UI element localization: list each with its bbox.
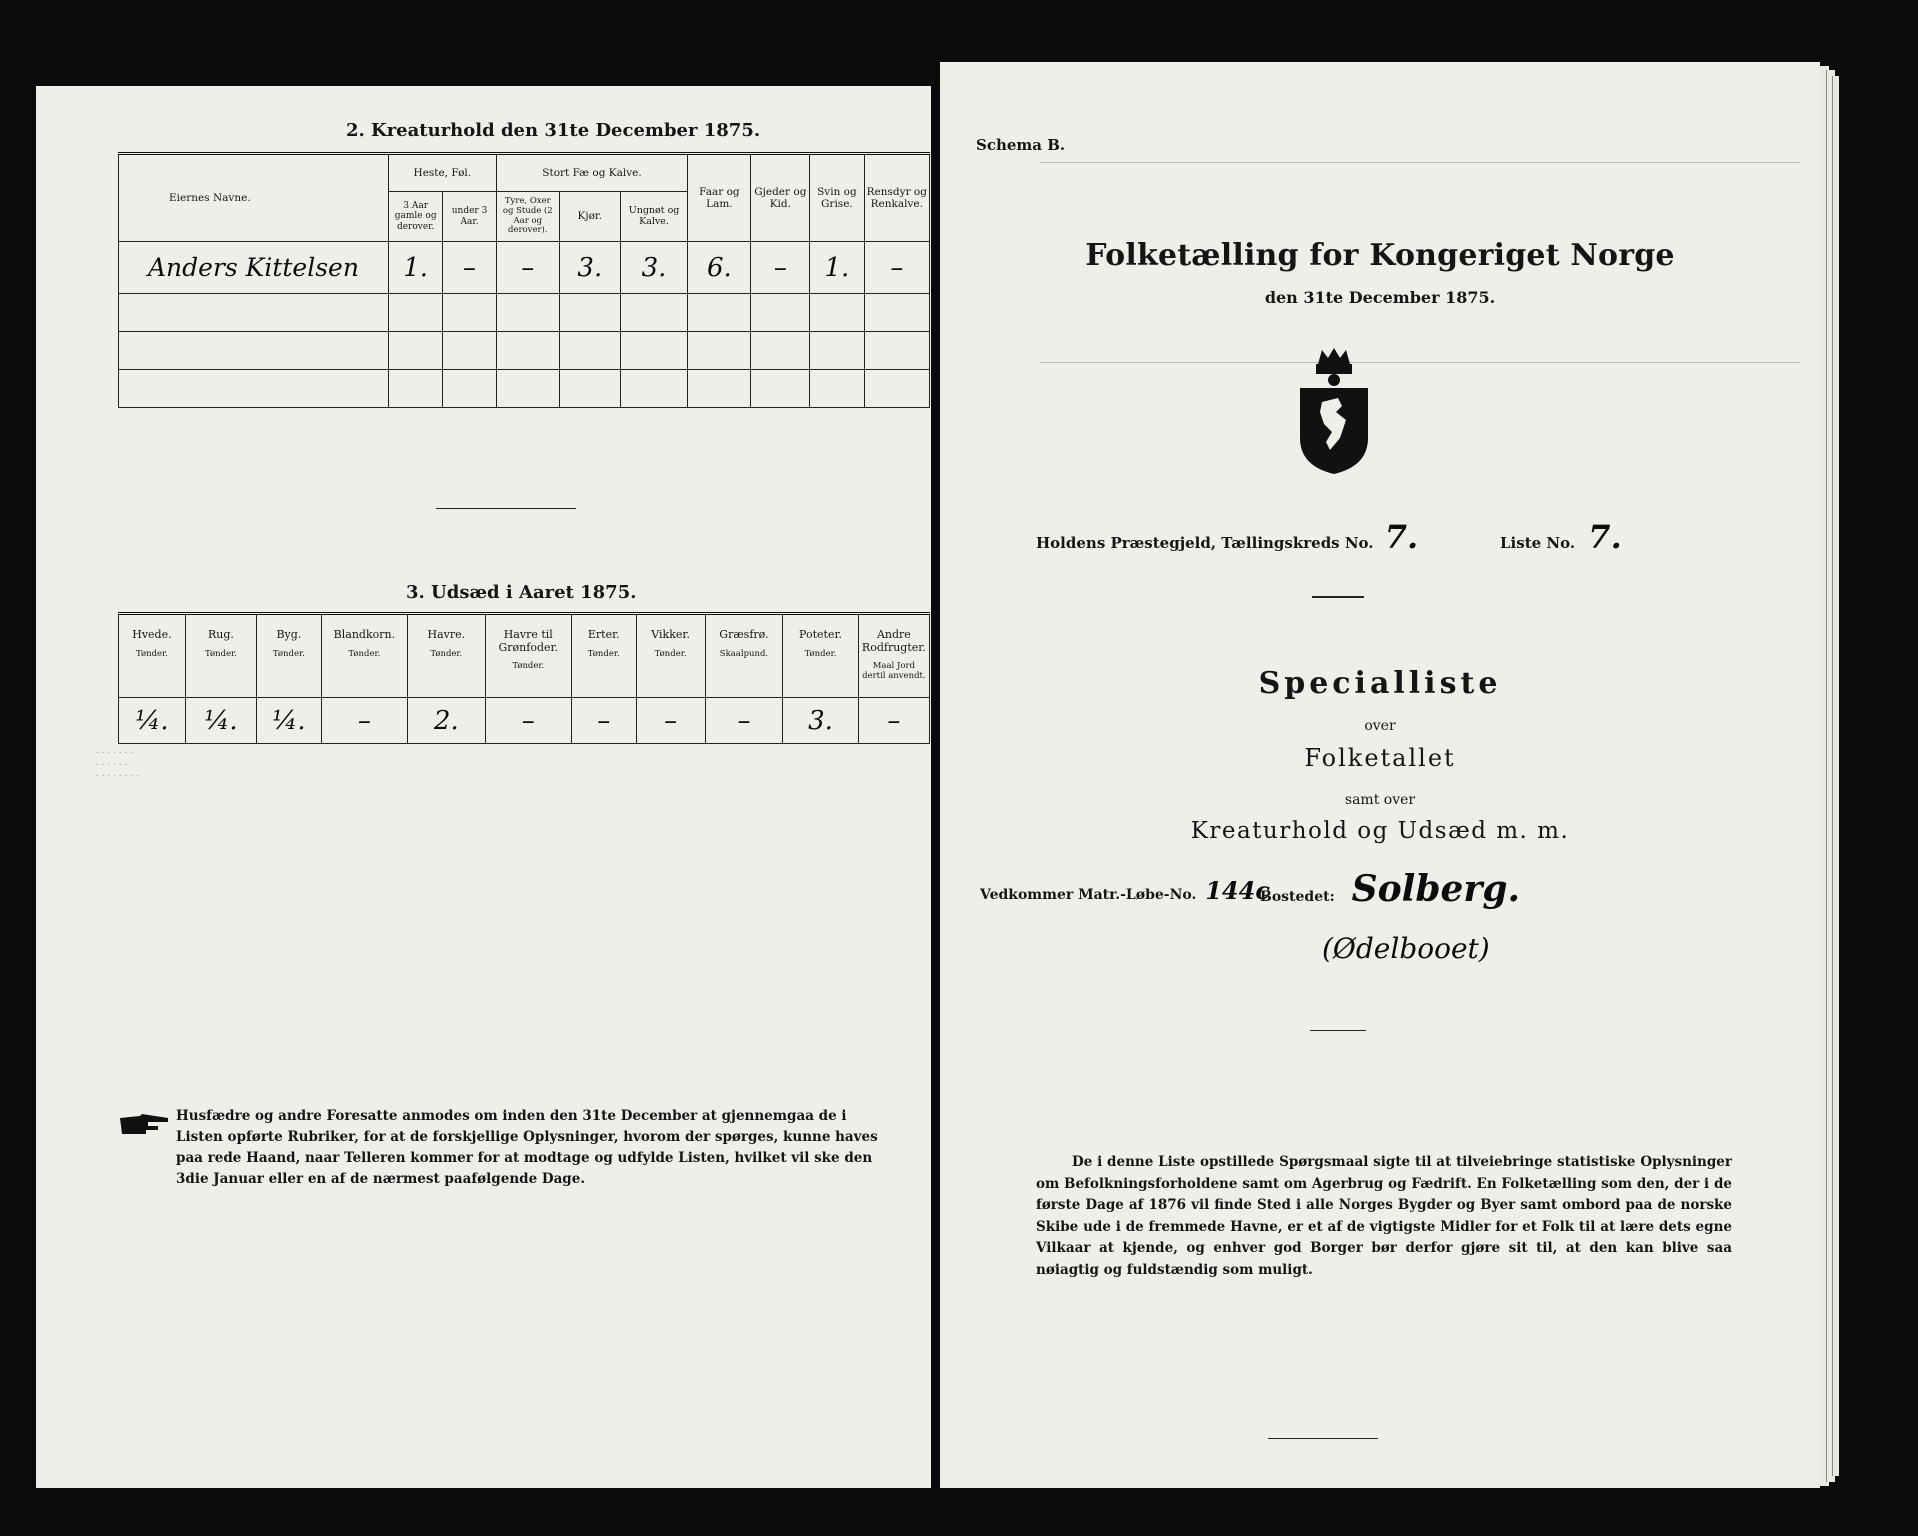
divider-rule bbox=[1310, 1030, 1366, 1031]
udsaed-value-cell bbox=[257, 698, 322, 744]
samt-over-label: samt over bbox=[1344, 792, 1416, 808]
udsaed-header-cell bbox=[636, 614, 705, 698]
header-heste-young: under 3 Aar. bbox=[443, 192, 496, 242]
udsaed-header-name: Andre Rodfrugter. bbox=[861, 628, 926, 654]
schema-label: Schema B. bbox=[976, 136, 1066, 154]
header-rensdyr: Rensdyr og Renkalve. bbox=[864, 154, 929, 242]
udsaed-header-cell bbox=[321, 614, 407, 698]
table-row bbox=[119, 332, 930, 370]
udsaed-header-cell bbox=[705, 614, 783, 698]
header-tyre: Tyre, Oxer og Stude (2 Aar og derover). bbox=[496, 192, 559, 242]
matr-label: Vedkommer Matr.-Løbe-No. bbox=[980, 887, 1197, 903]
bleed-through-line bbox=[1040, 362, 1800, 363]
explanation-paragraph: De i denne Liste opstillede Spørgsmaal sigte til at tilveiebringe statistiske Oplysninger om Befolkningsforholdene samt om Agerbrug og Fædrift. En Folketælling som den, der i de første Dage af 1876 vil finde Sted i alle Norges Bygder og Byer samt ombord paa de norske Skibe ude i de fremmede Havne, er et af de vigtigste Midler for et Folk til at lære dets egne Vilkaar at kjende, og enhver god Borger bør derfor gjøre sit til, at den kan blive saa nøiagtig og fuldstændig som muligt. bbox=[1036, 1154, 1732, 1278]
parish-number: 7. bbox=[1384, 518, 1419, 556]
owner-name-cell bbox=[119, 242, 389, 294]
udsaed-value-cell bbox=[119, 698, 186, 744]
left-page bbox=[36, 86, 931, 1488]
udsaed-header-unit: Tønder. bbox=[348, 648, 381, 659]
udsaed-value-cell bbox=[408, 698, 486, 744]
udsaed-header-unit: Tønder. bbox=[430, 648, 463, 659]
udsaed-header-cell bbox=[408, 614, 486, 698]
table-row bbox=[119, 242, 930, 294]
udsaed-value-cell bbox=[185, 698, 256, 744]
bleed-through-line bbox=[1040, 162, 1800, 163]
value-heste-young: – bbox=[463, 252, 477, 283]
udsaed-value: ¼. bbox=[204, 705, 238, 736]
udsaed-header-cell bbox=[783, 614, 858, 698]
udsaed-header-name: Byg. bbox=[276, 628, 302, 641]
bostedet-subvalue: (Ødelbooet) bbox=[1322, 932, 1490, 965]
bleed-through-text: . . . . . . . . . . . . . . . . . . . . . bbox=[96, 746, 139, 780]
udsaed-value: ¼. bbox=[135, 705, 169, 736]
divider-rule bbox=[1312, 596, 1364, 598]
udsaed-header-name: Hvede. bbox=[132, 628, 172, 641]
value-ungnot: 3. bbox=[641, 252, 667, 283]
matr-line bbox=[980, 876, 1270, 905]
value-svin: 1. bbox=[824, 252, 850, 283]
folketallet-title: Folketallet bbox=[1304, 744, 1456, 772]
udsaed-header-cell bbox=[485, 614, 571, 698]
udsaed-header-unit: Tønder. bbox=[204, 648, 237, 659]
bostedet-value: Solberg. bbox=[1351, 868, 1521, 910]
udsaed-table bbox=[118, 612, 930, 744]
bostedet-line bbox=[1260, 868, 1520, 910]
liste-number: 7. bbox=[1588, 518, 1622, 556]
udsaed-header-unit: Tønder. bbox=[804, 648, 837, 659]
udsaed-header-name: Havre. bbox=[427, 628, 466, 641]
udsaed-header-unit: Skaalpund. bbox=[719, 648, 769, 659]
udsaed-value-cell bbox=[705, 698, 783, 744]
value-rensdyr: – bbox=[890, 252, 904, 283]
header-heste-old: 3 Aar gamle og derover. bbox=[388, 192, 442, 242]
udsaed-header-name: Græsfrø. bbox=[719, 628, 769, 641]
udsaed-header-name: Erter. bbox=[587, 628, 620, 641]
parish-line bbox=[1036, 518, 1418, 556]
udsaed-header-unit: Tønder. bbox=[272, 648, 305, 659]
udsaed-header-unit: Maal Jord dertil anvendt. bbox=[862, 661, 926, 682]
kreaturhold-table bbox=[118, 152, 930, 408]
specialliste-title: Specialliste bbox=[1258, 666, 1502, 701]
liste-label: Liste No. bbox=[1500, 534, 1576, 552]
coat-of-arms-icon bbox=[1296, 346, 1372, 480]
udsaed-header-cell bbox=[119, 614, 186, 698]
section2-title: 2. Kreaturhold den 31te December 1875. bbox=[346, 120, 761, 141]
udsaed-value: – bbox=[737, 705, 751, 736]
page-stack-edge bbox=[1832, 76, 1839, 1476]
udsaed-value: ¼. bbox=[272, 705, 306, 736]
owner-name: Anders Kittelsen bbox=[147, 253, 359, 282]
value-tyre: – bbox=[521, 252, 535, 283]
right-page bbox=[940, 62, 1820, 1488]
table-row bbox=[119, 698, 930, 744]
bostedet-label: Bostedet: bbox=[1260, 889, 1335, 905]
udsaed-value: 2. bbox=[433, 705, 459, 736]
header-heste: Heste, Føl. bbox=[388, 154, 496, 192]
udsaed-value-cell bbox=[485, 698, 571, 744]
udsaed-value-cell bbox=[571, 698, 636, 744]
notice-text: Husfædre og andre Foresatte anmodes om inden den 31te December at gjennemgaa de i Listen opførte Rubriker, for at de forskjellige Oplysninger, hvorom der spørges, kunne haves paa rede Haand, naar Telleren kommer for at modtage og udfylde Listen, hvilket vil ske den 3die Januar eller en af de nærmest paafølgende Dage. bbox=[176, 1108, 878, 1187]
udsaed-value-cell bbox=[636, 698, 705, 744]
udsaed-value: 3. bbox=[808, 705, 833, 736]
bottom-rule bbox=[1268, 1438, 1378, 1439]
udsaed-header-cell bbox=[858, 614, 929, 698]
udsaed-header-cell bbox=[185, 614, 256, 698]
udsaed-header-name: Rug. bbox=[207, 628, 234, 641]
udsaed-header-name: Blandkorn. bbox=[333, 628, 396, 641]
udsaed-value: – bbox=[597, 705, 611, 736]
liste-line bbox=[1500, 518, 1622, 556]
udsaed-header-name: Havre til Grønfoder. bbox=[498, 628, 559, 654]
header-ungnot: Ungnøt og Kalve. bbox=[620, 192, 688, 242]
udsaed-header-unit: Tønder. bbox=[512, 661, 545, 672]
udsaed-value-cell bbox=[783, 698, 858, 744]
census-subtitle: den 31te December 1875. bbox=[1264, 288, 1496, 307]
over-label: over bbox=[1364, 718, 1396, 734]
value-faar: 6. bbox=[706, 252, 732, 283]
census-title: Folketælling for Kongeriget Norge bbox=[1085, 238, 1675, 273]
header-svin: Svin og Grise. bbox=[810, 154, 864, 242]
udsaed-header-unit: Tønder. bbox=[135, 648, 168, 659]
value-heste-old: 1. bbox=[403, 252, 429, 283]
header-faar: Faar og Lam. bbox=[688, 154, 751, 242]
udsaed-header-name: Vikker. bbox=[651, 628, 690, 641]
udsaed-value: – bbox=[357, 705, 371, 736]
kreaturhold-title: Kreaturhold og Udsæd m. m. bbox=[1190, 818, 1570, 844]
udsaed-value-cell bbox=[858, 698, 929, 744]
udsaed-header-name: Poteter. bbox=[799, 628, 842, 641]
udsaed-value: – bbox=[664, 705, 678, 736]
section3-title: 3. Udsæd i Aaret 1875. bbox=[406, 582, 637, 603]
udsaed-header-cell bbox=[571, 614, 636, 698]
header-owner-name: Eiernes Navne. bbox=[119, 154, 389, 242]
udsaed-header-unit: Tønder. bbox=[587, 648, 620, 659]
udsaed-header-cell bbox=[257, 614, 322, 698]
table-row bbox=[119, 370, 930, 408]
udsaed-value: – bbox=[521, 705, 535, 736]
pointing-hand-icon bbox=[118, 1112, 172, 1140]
header-stort-fae: Stort Fæ og Kalve. bbox=[496, 154, 688, 192]
udsaed-header-unit: Tønder. bbox=[654, 648, 687, 659]
divider-rule bbox=[436, 508, 576, 509]
udsaed-value-cell bbox=[321, 698, 407, 744]
table-row bbox=[119, 294, 930, 332]
header-kjor: Kjør. bbox=[559, 192, 620, 242]
matr-number: 144c bbox=[1205, 876, 1270, 905]
header-gjeder: Gjeder og Kid. bbox=[751, 154, 810, 242]
udsaed-value: – bbox=[887, 705, 901, 736]
value-kjor: 3. bbox=[577, 252, 603, 283]
value-gjeder: – bbox=[773, 252, 787, 283]
parish-label: Holdens Præstegjeld, Tællingskreds No. bbox=[1036, 534, 1374, 552]
